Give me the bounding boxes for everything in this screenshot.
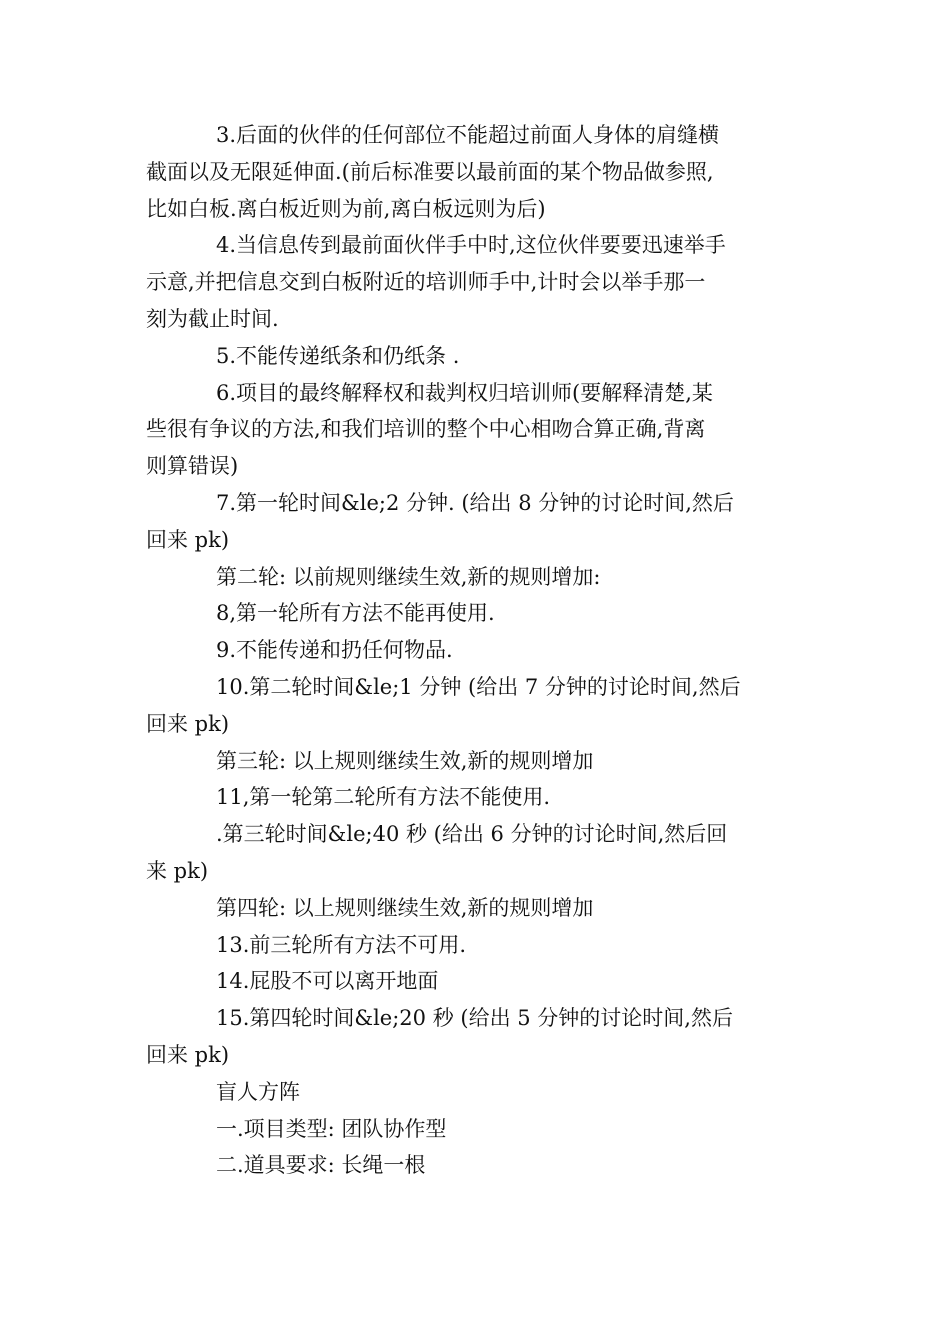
paragraph-p2 xyxy=(146,227,806,337)
document-body xyxy=(146,117,806,1184)
paragraph-p3 xyxy=(146,338,806,375)
paragraph-line: 截面以及无限延伸面.(前后标准要以最前面的某个物品做参照, xyxy=(146,159,714,184)
paragraph-p4 xyxy=(146,375,806,485)
paragraph-line: 10.第二轮时间&le;1 分钟 (给出 7 分钟的讨论时间,然后 xyxy=(216,674,741,699)
paragraph-line: 比如白板.离白板近则为前,离白板远则为后) xyxy=(146,196,546,221)
paragraph-line: 盲人方阵 xyxy=(216,1079,300,1104)
paragraph-line: 回来 pk) xyxy=(146,527,230,552)
paragraph-p15 xyxy=(146,963,806,1000)
paragraph-line: 示意,并把信息交到白板附近的培训师手中,计时会以举手那一 xyxy=(146,270,706,295)
paragraph-line: 一.项目类型: 团队协作型 xyxy=(216,1116,447,1141)
paragraph-p16 xyxy=(146,1000,806,1074)
paragraph-p18 xyxy=(146,1111,806,1148)
paragraph-line: 9.不能传递和扔任何物品. xyxy=(216,638,453,663)
paragraph-line: 13.前三轮所有方法不可用. xyxy=(216,932,467,957)
paragraph-p7 xyxy=(146,595,806,632)
paragraph-line: 3.后面的伙伴的任何部位不能超过前面人身体的肩缝横 xyxy=(216,123,720,147)
paragraph-line: 4.当信息传到最前面伙伴手中时,这位伙伴要要迅速举手 xyxy=(216,233,726,258)
paragraph-line: 刻为截止时间. xyxy=(146,306,279,331)
paragraph-line: 7.第一轮时间&le;2 分钟. (给出 8 分钟的讨论时间,然后 xyxy=(216,490,734,515)
paragraph-p6 xyxy=(146,559,806,596)
paragraph-line: .第三轮时间&le;40 秒 (给出 6 分钟的讨论时间,然后回 xyxy=(216,822,728,847)
paragraph-p17 xyxy=(146,1074,806,1111)
paragraph-line: 第三轮: 以上规则继续生效,新的规则增加 xyxy=(216,748,594,773)
paragraph-line: 来 pk) xyxy=(146,858,209,883)
paragraph-line: 6.项目的最终解释权和裁判权归培训师(要解释清楚,某 xyxy=(216,380,713,405)
paragraph-p9 xyxy=(146,669,806,743)
paragraph-p13 xyxy=(146,890,806,927)
paragraph-p19 xyxy=(146,1147,806,1184)
paragraph-p8 xyxy=(146,632,806,669)
paragraph-line: 11,第一轮第二轮所有方法不能使用. xyxy=(216,785,551,810)
paragraph-p1 xyxy=(146,117,806,227)
paragraph-p12 xyxy=(146,816,806,890)
paragraph-p10 xyxy=(146,743,806,780)
paragraph-p11 xyxy=(146,779,806,816)
paragraph-line: 则算错误) xyxy=(146,454,239,479)
paragraph-line: 8,第一轮所有方法不能再使用. xyxy=(216,601,495,626)
paragraph-p14 xyxy=(146,927,806,964)
paragraph-line: 15.第四轮时间&le;20 秒 (给出 5 分钟的讨论时间,然后 xyxy=(216,1006,733,1031)
paragraph-line: 些很有争议的方法,和我们培训的整个中心相吻合算正确,背离 xyxy=(146,417,706,442)
paragraph-line: 第二轮: 以前规则继续生效,新的规则增加: xyxy=(216,564,601,589)
paragraph-p5 xyxy=(146,485,806,559)
paragraph-line: 回来 pk) xyxy=(146,711,230,736)
paragraph-line: 二.道具要求: 长绳一根 xyxy=(216,1153,426,1178)
paragraph-line: 14.屁股不可以离开地面 xyxy=(216,969,439,994)
paragraph-line: 回来 pk) xyxy=(146,1042,230,1067)
paragraph-line: 第四轮: 以上规则继续生效,新的规则增加 xyxy=(216,895,594,920)
paragraph-line: 5.不能传递纸条和仍纸条 . xyxy=(216,343,460,368)
